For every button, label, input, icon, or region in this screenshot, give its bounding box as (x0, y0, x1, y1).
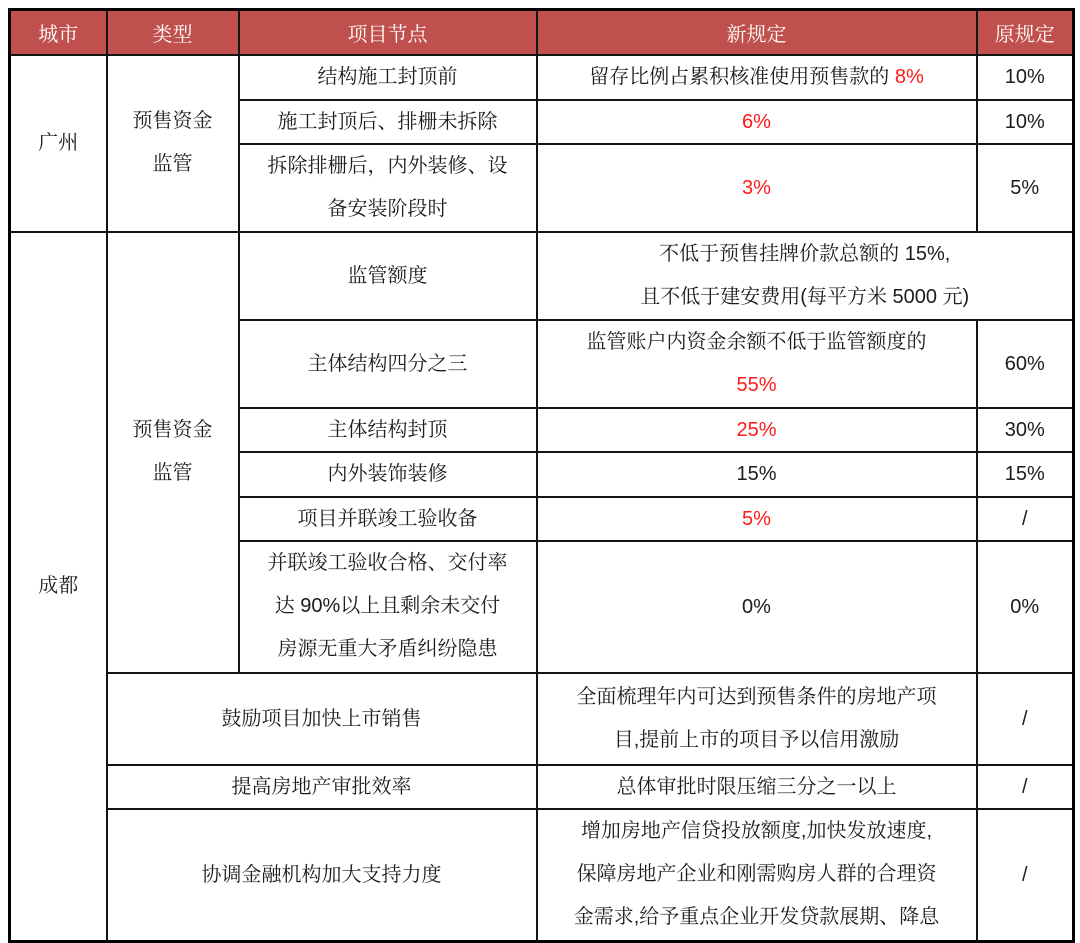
header-type: 类型 (107, 10, 239, 55)
gz-r2-node-cell: 施工封顶后、排栅未拆除 (239, 100, 537, 144)
cd-r7-new-line2: 目,提前上市的项目予以信用激励 (613, 728, 900, 751)
gz-type-line2: 监管 (152, 153, 193, 175)
gz-r1-new-value: 8% (894, 66, 924, 88)
cd-r8-old-cell: / (977, 765, 1074, 809)
cd-r4-old-cell: 15% (977, 452, 1074, 497)
cd-row-1 (10, 232, 1074, 320)
cd-row-8 (10, 765, 1074, 809)
cd-r8-label-cell: 提高房地产审批效率 (107, 765, 537, 809)
cd-r2-new-cell (537, 320, 977, 408)
gz-r3-node-line2: 备安装阶段时 (327, 197, 448, 220)
cd-r4-node-cell: 内外装饰装修 (239, 452, 537, 497)
gz-r3-new-value: 3% (742, 176, 771, 199)
cd-r9-new-line2: 保障房地产企业和刚需购房人群的合理资 (576, 863, 937, 886)
cd-r9-new-line1: 增加房地产信贷投放额度,加快发放速度, (580, 820, 933, 843)
cd-r2-old-cell: 60% (977, 320, 1074, 408)
cd-r3-node-cell: 主体结构封顶 (239, 408, 537, 452)
cd-r9-label-cell: 协调金融机构加大支持力度 (107, 809, 537, 942)
cd-r6-old-cell: 0% (977, 541, 1074, 673)
gz-r1-new-text: 留存比例占累积核准使用预售款的 (589, 66, 895, 88)
gz-r2-new-value: 6% (742, 110, 771, 133)
cd-r6-node-line3: 房源无重大矛盾纠纷隐患 (277, 638, 498, 660)
cd-r7-new-cell (537, 673, 977, 765)
gz-type-line1: 预售资金 (132, 110, 213, 132)
gz-r2-old-cell: 10% (977, 100, 1074, 144)
gz-r2-new-cell (537, 100, 977, 144)
cd-r5-new-cell (537, 497, 977, 541)
cd-r2-new-text: 监管账户内资金余额不低于监管额度的 (586, 330, 927, 353)
gz-r1-old-cell: 10% (977, 55, 1074, 100)
cd-r8-new-cell: 总体审批时限压缩三分之一以上 (537, 765, 977, 809)
cd-row-7 (10, 673, 1074, 765)
cd-r7-new-line1: 全面梳理年内可达到预售条件的房地产项 (576, 685, 937, 708)
header-new-rule: 新规定 (537, 10, 977, 55)
cd-r1-new-line1: 不低于预售挂牌价款总额的 15%, (659, 242, 951, 265)
cd-city-cell: 成都 (10, 232, 107, 942)
cd-r3-old-cell: 30% (977, 408, 1074, 452)
cd-r4-new-cell: 15% (537, 452, 977, 497)
cd-r7-old-cell: / (977, 673, 1074, 765)
cd-r9-new-cell (537, 809, 977, 942)
cd-r6-node-line2: 达 90%以上且剩余未交付 (274, 595, 501, 617)
cd-r2-new-value: 55% (736, 373, 777, 396)
header-row (10, 10, 1074, 55)
cd-r9-old-cell: / (977, 809, 1074, 942)
cd-r3-new-value: 25% (736, 418, 777, 441)
cd-r5-old-cell: / (977, 497, 1074, 541)
header-old-rule: 原规定 (977, 10, 1074, 55)
gz-r1-node-cell: 结构施工封顶前 (239, 55, 537, 100)
cd-row-9 (10, 809, 1074, 942)
cd-r6-node-cell (239, 541, 537, 673)
cd-r2-node-cell: 主体结构四分之三 (239, 320, 537, 408)
cd-r1-new-line2: 且不低于建安费用(每平方米 5000 元) (640, 285, 970, 308)
header-city: 城市 (10, 10, 107, 55)
cd-r6-new-cell: 0% (537, 541, 977, 673)
gz-r3-node-line1: 拆除排栅后，内外装修、设 (267, 154, 508, 177)
cd-type-cell (107, 232, 239, 673)
gz-r3-node-cell (239, 144, 537, 232)
cd-type-line2: 监管 (152, 462, 193, 484)
cd-r5-node-cell: 项目并联竣工验收备 (239, 497, 537, 541)
cd-r5-new-value: 5% (742, 507, 771, 530)
cd-r1-node-cell: 监管额度 (239, 232, 537, 320)
cd-r7-label-cell: 鼓励项目加快上市销售 (107, 673, 537, 765)
cd-type-line1: 预售资金 (132, 419, 213, 441)
gz-r3-new-cell (537, 144, 977, 232)
gz-type-cell (107, 55, 239, 232)
gz-city-cell: 广州 (10, 55, 107, 232)
cd-r3-new-cell (537, 408, 977, 452)
cd-r6-node-line1: 并联竣工验收合格、交付率 (267, 552, 508, 574)
gz-r3-old-cell: 5% (977, 144, 1074, 232)
cd-r9-new-line3: 金需求,给予重点企业开发贷款展期、降息 (573, 906, 940, 929)
gz-r1-new-cell (537, 55, 977, 100)
regulation-table (8, 8, 1075, 943)
header-node: 项目节点 (239, 10, 537, 55)
gz-row-1 (10, 55, 1074, 100)
cd-r1-new-cell (537, 232, 1074, 320)
